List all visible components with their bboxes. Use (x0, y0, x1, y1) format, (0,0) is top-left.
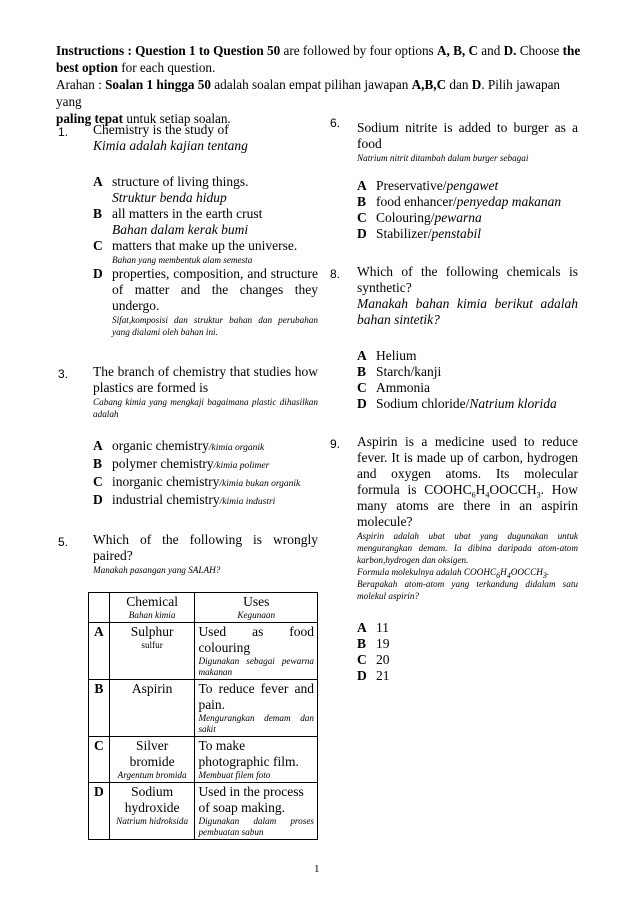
row-use (195, 737, 318, 783)
table-header-blank (89, 593, 110, 623)
option-letter: B (357, 364, 367, 379)
q9-sub-1: 6 (471, 490, 476, 500)
option-text: Stabilizer/ (376, 226, 432, 241)
use-text: Used as food colouring (198, 624, 314, 655)
option-letter: C (93, 238, 103, 253)
table-row[interactable] (89, 783, 318, 840)
row-letter: D (89, 783, 110, 840)
question-text: Chemistry is the study of (93, 122, 229, 137)
option-text: Preservative/ (376, 178, 447, 193)
question-text-malay (357, 530, 578, 602)
options (357, 178, 578, 242)
option-text-malay: /kimia bukan organik (219, 479, 301, 489)
q9-malay-sub-1: 6 (496, 570, 501, 580)
instructions (56, 42, 586, 127)
option-letter: C (357, 210, 367, 225)
option-text-malay: Sifat,komposisi dan struktur bahan dan perubahan yang dialami oleh bahan ini. (112, 315, 318, 337)
instr-ms-mid: adalah soalan empat pilihan jawapan (210, 77, 412, 92)
instr-en-best: best option (56, 60, 118, 75)
instr-en-d: D. (503, 43, 517, 58)
option-text-malay: Struktur benda hidup (112, 190, 227, 205)
question-text-malay: Cabang kimia yang mengkaji bagaimana plastic dihasilkan adalah (93, 397, 318, 419)
option-text: structure of living things. (112, 174, 249, 189)
option-letter: D (357, 668, 367, 683)
option-a[interactable] (93, 174, 318, 206)
chemical-name: Sulphur (130, 624, 174, 639)
q9-malay-2b: H (500, 567, 507, 577)
row-chemical (109, 783, 195, 840)
q9-sub-2: 4 (485, 490, 490, 500)
option-c[interactable] (93, 238, 318, 266)
option-letter: B (357, 636, 367, 651)
q9-text-1: Aspirin is a medicine used to reduce fever. It is made up of carbon, hydrogen and oxygen atoms. Its molecular formula is COOHC (357, 434, 578, 497)
instr-ms-pilih: . Pilih jawapan yang (56, 77, 561, 109)
use-text-malay: Mengurangkan demam dan sakit (198, 713, 314, 734)
question-number: 3. (58, 367, 69, 381)
row-letter: B (89, 680, 110, 737)
option-text: 19 (376, 636, 390, 651)
option-letter: D (93, 266, 103, 281)
option-d[interactable] (93, 492, 318, 510)
option-letter: B (93, 206, 103, 221)
chemical-uses-table (88, 592, 318, 840)
row-use (195, 783, 318, 840)
chemical-name: Aspirin (131, 681, 173, 696)
option-text: Ammonia (376, 380, 430, 395)
question-number: 5. (58, 535, 69, 549)
option-letter: B (357, 194, 367, 209)
option-letter: D (93, 492, 103, 507)
option-letter: C (357, 652, 367, 667)
use-text-malay: Digunakan sebagai pewarna makanan (198, 656, 314, 677)
row-letter: C (89, 737, 110, 783)
q9-text-2: H (475, 482, 486, 497)
option-b[interactable] (357, 636, 578, 652)
chemical-name-malay: Natrium hidroksida (116, 816, 189, 826)
question-text: The branch of chemistry that studies how plastics are formed is (93, 364, 318, 395)
question-3 (58, 364, 318, 510)
chemical-name-malay: sulfur (141, 640, 163, 650)
row-use (195, 680, 318, 737)
option-text: 21 (376, 668, 390, 683)
option-text: Helium (376, 348, 417, 363)
q9-malay-sub-3: 3 (542, 570, 547, 580)
option-c[interactable] (93, 474, 318, 492)
instr-ms-d: D (471, 77, 482, 92)
instr-en-prefix: Instructions : Question 1 to Question 50 (56, 43, 281, 58)
question-text: Which of the following is wrongly paired? (93, 532, 318, 563)
option-text-malay: Natrium klorida (469, 396, 557, 411)
option-d[interactable] (357, 396, 578, 412)
option-text-malay: penstabil (431, 226, 481, 241)
table-header-row (89, 593, 318, 623)
option-text-malay: /kimia organik (208, 443, 265, 453)
header-uses-malay: Kegunaan (237, 610, 276, 620)
question-number: 8. (330, 267, 341, 281)
option-text-malay: pengawet (446, 178, 499, 193)
right-column (330, 116, 578, 684)
option-a[interactable] (357, 620, 578, 636)
chemical-name: Silver bromide (129, 738, 175, 769)
option-text-malay: penyedap makanan (456, 194, 562, 209)
use-text-malay: Membuat filem foto (198, 770, 271, 780)
instr-ms-end: untuk setiap soalan. (123, 111, 231, 126)
instr-ms-soalan: Soalan 1 hingga 50 (105, 77, 211, 92)
table-header-uses (195, 593, 318, 623)
option-letter: A (93, 438, 103, 453)
q9-malay-1: Aspirin adalah ubat ubat yang dugunakan untuk mengurangkan demam. Ia dibina daripada atom-atom karbon,hydrogen dan oksigen. (357, 531, 578, 565)
header-chemical: Chemical (126, 594, 178, 609)
option-text: Sodium chloride/ (376, 396, 470, 411)
q9-text-4: . How many atoms are there in an aspirin molecule? (357, 482, 579, 529)
row-chemical (109, 737, 195, 783)
option-b[interactable] (93, 456, 318, 474)
option-text: all matters in the earth crust (112, 206, 263, 221)
table-header-chemical (109, 593, 195, 623)
question-text: Sodium nitrite is added to burger as a food (357, 120, 578, 151)
option-text: properties, composition, and structure of matter and the changes they undergo. (112, 266, 318, 313)
question-number: 6. (330, 116, 341, 130)
option-c[interactable] (357, 380, 578, 396)
option-b[interactable] (357, 364, 578, 380)
question-number: 1. (58, 125, 69, 139)
instr-ms-opts: A,B,C (411, 77, 447, 92)
instr-ms-paling: paling tepat (56, 111, 124, 126)
option-letter: A (357, 620, 367, 635)
option-letter: D (357, 396, 367, 411)
options (93, 438, 318, 510)
left-column (58, 122, 318, 840)
question-9 (330, 434, 578, 684)
instr-ms-prefix: Arahan : (56, 77, 106, 92)
option-d[interactable] (93, 266, 318, 338)
option-a[interactable] (93, 438, 318, 456)
option-text-malay: Bahan yang membentuk alam semesta (112, 255, 253, 265)
option-a[interactable] (357, 348, 578, 364)
instr-en-mid: are followed by four options (280, 43, 437, 58)
option-letter: A (357, 178, 367, 193)
question-6 (330, 116, 578, 242)
option-text: 11 (376, 620, 389, 635)
option-b[interactable] (357, 194, 578, 210)
chemical-name-malay: Argentum bromida (117, 770, 187, 780)
options (93, 174, 318, 338)
row-chemical (109, 623, 195, 680)
q9-malay-2c: OOCCH (510, 567, 543, 577)
option-d[interactable] (357, 226, 578, 242)
option-letter: C (357, 380, 367, 395)
option-text: Colouring/ (376, 210, 435, 225)
use-text: To reduce fever and pain. (198, 681, 314, 712)
option-text-malay: /kimia polimer (213, 461, 270, 471)
question-text: Which of the following chemicals is synthetic? (357, 264, 578, 295)
header-chemical-malay: Bahan kimia (128, 610, 176, 620)
table-row[interactable] (89, 623, 318, 680)
instr-en-and: and (478, 43, 504, 58)
question-8 (330, 264, 578, 412)
instr-en-end: for each question. (117, 60, 216, 75)
option-text: inorganic chemistry (112, 474, 220, 489)
q9-malay-2a: Formula molekulnya adalah COOHC (357, 567, 497, 577)
chemical-name: Sodium hydroxide (124, 784, 180, 815)
instr-en-opts: A, B, C (436, 43, 478, 58)
question-text-malay: Kimia adalah kajian tentang (93, 138, 248, 153)
table-row[interactable] (89, 737, 318, 783)
option-b[interactable] (93, 206, 318, 238)
page-number: 1 (314, 863, 320, 875)
row-letter: A (89, 623, 110, 680)
option-a[interactable] (357, 178, 578, 194)
question-number: 9. (330, 437, 341, 451)
option-text: organic chemistry (112, 438, 209, 453)
q9-text-3: OOCCH (489, 482, 537, 497)
question-5 (58, 532, 318, 840)
option-text: industrial chemistry (112, 492, 220, 507)
question-1 (58, 122, 318, 338)
question-text-malay: Natrium nitrit ditambah dalam burger sebagai (357, 153, 529, 163)
option-text: 20 (376, 652, 390, 667)
option-text: food enhancer/ (376, 194, 457, 209)
use-text: Used in the process of soap making. (198, 784, 304, 815)
q9-malay-2d: . (546, 567, 550, 577)
question-text-malay: Manakah bahan kimia berikut adalah bahan sintetik? (357, 296, 578, 327)
use-text-malay: Digunakan dalam proses pembuatan sabun (198, 816, 314, 837)
table-row[interactable] (89, 680, 318, 737)
option-c[interactable] (357, 210, 578, 226)
option-letter: B (93, 456, 103, 471)
option-text-malay: Bahan dalam kerak bumi (112, 222, 249, 237)
option-letter: A (357, 348, 367, 363)
question-text-malay: Manakah pasangan yang SALAH? (93, 565, 221, 575)
options (357, 620, 578, 684)
option-letter: C (93, 474, 103, 489)
instructions-english (56, 42, 586, 76)
row-chemical (109, 680, 195, 737)
options (357, 348, 578, 412)
instr-ms-dan: dan (446, 77, 472, 92)
instr-en-the: the (562, 43, 581, 58)
q9-malay-3: Berapakah atom-atom yang terkandung didalam satu molekul aspirin? (357, 579, 578, 601)
instr-en-choose: Choose (516, 43, 563, 58)
option-d[interactable] (357, 668, 578, 684)
option-letter: A (93, 174, 103, 189)
q9-malay-sub-2: 4 (506, 570, 511, 580)
option-c[interactable] (357, 652, 578, 668)
option-letter: D (357, 226, 367, 241)
option-text: polymer chemistry (112, 456, 214, 471)
q9-sub-3: 3 (536, 490, 541, 500)
question-text (357, 434, 578, 530)
option-text-malay: /kimia industri (219, 497, 276, 507)
use-text: To make photographic film. (198, 738, 299, 769)
option-text-malay: pewarna (434, 210, 482, 225)
header-uses: Uses (243, 594, 270, 609)
option-text: Starch/kanji (376, 364, 442, 379)
option-text: matters that make up the universe. (112, 238, 298, 253)
row-use (195, 623, 318, 680)
